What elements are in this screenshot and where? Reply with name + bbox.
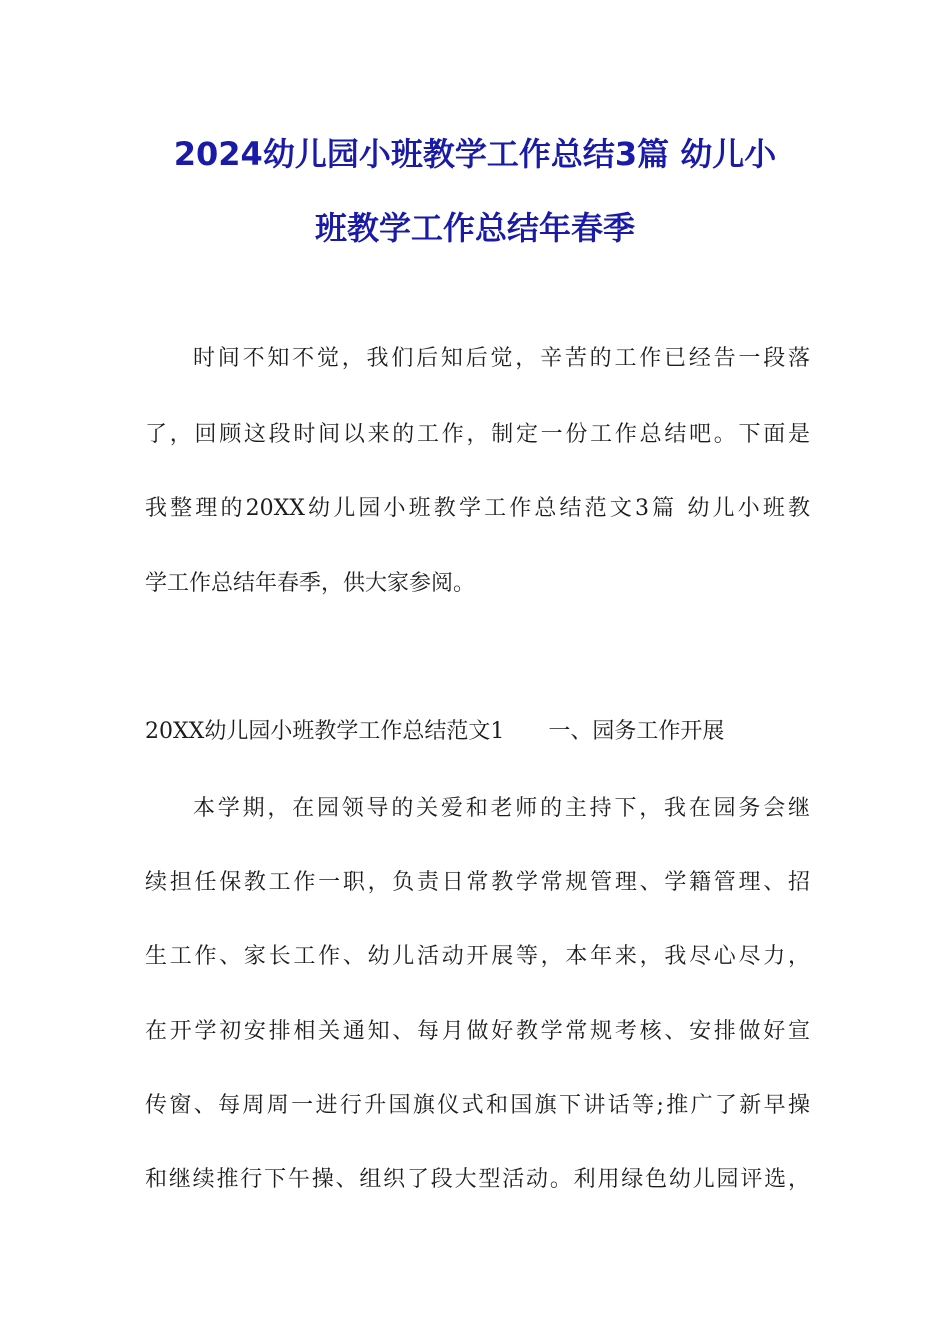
body-line-6: 和继续推行下午操、组织了段大型活动。利用绿色幼儿园评选， (145, 1167, 810, 1192)
body-line-1: 本学期，在园领导的关爱和老师的主持下，我在园务会继 (193, 796, 810, 821)
document-title-line-1: 2024幼儿园小班教学工作总结3篇 幼儿小 (173, 135, 777, 173)
intro-line-3: 我整理的20XX幼儿园小班教学工作总结范文3篇 幼儿小班教 (145, 496, 810, 521)
body-line-4: 在开学初安排相关通知、每月做好教学常规考核、安排做好宣 (145, 1019, 810, 1044)
intro-line-2: 了，回顾这段时间以来的工作，制定一份工作总结吧。下面是 (145, 422, 810, 447)
body-line-3: 生工作、家长工作、幼儿活动开展等，本年来，我尽心尽力， (145, 944, 810, 969)
intro-line-4: 学工作总结年春季，供大家参阅。 (145, 571, 476, 596)
document-title-line-2: 班教学工作总结年春季 (314, 209, 635, 247)
body-line-5: 传窗、每周周一进行升国旗仪式和国旗下讲话等;推广了新早操 (145, 1093, 810, 1118)
section-heading: 20XX幼儿园小班教学工作总结范文1 一、园务工作开展 (145, 719, 725, 744)
body-line-2: 续担任保教工作一职，负责日常教学常规管理、学籍管理、招 (145, 870, 810, 895)
intro-line-1: 时间不知不觉，我们后知后觉，辛苦的工作已经告一段落 (193, 346, 810, 371)
